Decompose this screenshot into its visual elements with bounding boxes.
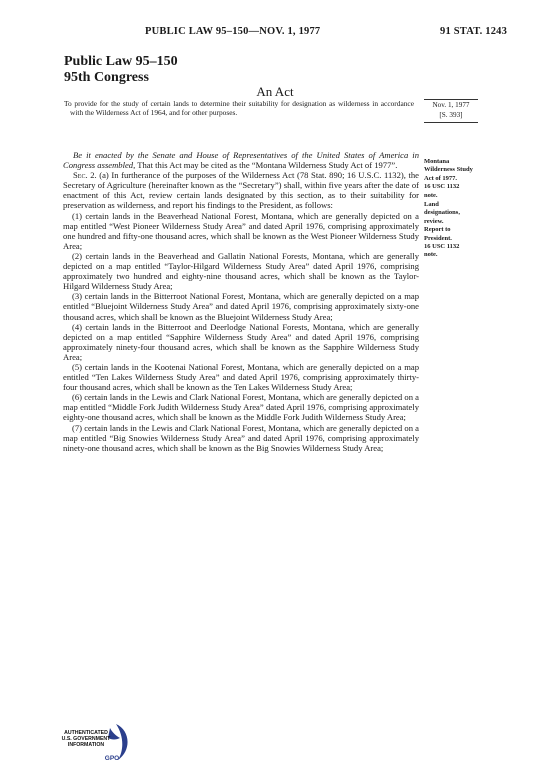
margin-note-line: 16 USC 1132	[424, 183, 460, 191]
margin-note-line: 16 USC 1132	[424, 243, 460, 251]
list-item: (6) certain lands in the Lewis and Clark National Forest, Montana, which are generally depicted on a map entitled “Middle Fork Judith Wilderness Study Area” dated April 1976, comprising approximately eighty-one thousand acres, which shall be known as the Middle Fork Judith Wilderness Study Area;	[63, 392, 419, 423]
seal-text-line: AUTHENTICATED	[64, 730, 108, 736]
margin-note-short-title	[424, 158, 504, 200]
margin-note-line: Montana	[424, 158, 450, 165]
act-body	[63, 150, 419, 453]
congress-number: 95th Congress	[64, 70, 149, 85]
margin-note-line: note.	[424, 191, 438, 199]
bill-number: [S. 393]	[439, 110, 463, 119]
margin-note-line: review.	[424, 217, 444, 225]
statute-page-reference: 91 STAT. 1243	[440, 26, 508, 37]
section-label: Sec. 2.	[73, 170, 97, 181]
enacting-clause	[63, 150, 419, 170]
section-text: (a) In furtherance of the purposes of the Wilderness Act (78 Stat. 890; 16 U.S.C. 1132), the Secretary of Agriculture (hereinafter known as the “Secretary”) shall, within five years after the date of enactment of this Act, review certain lands designated by this section, as to their suitability for preservation as wilderness, and report his findings to the President, as follows:	[63, 170, 419, 211]
enactment-date-box	[424, 99, 478, 123]
list-item: (3) certain lands in the Bitterroot National Forest, Montana, which are generally depicted on a map entitled “Bluejoint Wilderness Study Area” and dated April 1976, comprising approximately sixty-one thousand acres, which shall be known as the Bluejoint Wilderness Study Area;	[63, 291, 419, 322]
section-2	[63, 170, 419, 210]
margin-note-line: Report to	[424, 226, 451, 234]
list-item: (7) certain lands in the Lewis and Clark National Forest, Montana, which are generally depicted on a map entitled “Big Snowies Wilderness Study Area” and dated April 1976, comprising approximately ninety-one thousand acres, which shall be known as the Big Snowies Wilderness Study Area;	[63, 422, 419, 453]
margin-note-line: note.	[424, 251, 438, 259]
running-head: PUBLIC LAW 95–150—NOV. 1, 1977	[145, 26, 321, 37]
margin-note-land-designations	[424, 201, 504, 260]
short-title-text: That this Act may be cited as the “Montana Wilderness Study Act of 1977”.	[135, 160, 398, 171]
margin-note-line: Act of 1977.	[424, 174, 458, 182]
margin-note-line: designations,	[424, 209, 460, 217]
act-title: An Act	[256, 84, 294, 99]
list-item: (5) certain lands in the Kootenai National Forest, Montana, which are generally depicted on a map entitled “Ten Lakes Wilderness Study Area” and dated April 1976, comprising approximately thirty-four thousand acres, which shall be known as the Ten Lakes Wilderness Study Area;	[63, 361, 419, 393]
margin-note-line: President.	[424, 234, 452, 242]
list-item: (1) certain lands in the Beaverhead National Forest, Montana, which are generally depicted on a map entitled “West Pioneer Wilderness Study Area” and dated April 1976, comprising approximately one hundred and fifty-one thousand acres, which shall be known as the West Pioneer Wilderness Study Area;	[63, 210, 419, 251]
act-purpose: To provide for the study of certain lands to determine their suitability for designation as wilderness in accordance with the Wilderness Act of 1964, and for other purposes.	[64, 99, 414, 118]
list-item: (4) certain lands in the Bitterroot and Deerlodge National Forests, Montana, which are generally depicted on a map entitled “Sapphire Wilderness Study Area” and dated April 1976, comprising approximately ninety-four thousand acres, which shall be known as the Sapphire Wilderness Study Area;	[63, 321, 419, 362]
margin-note-line: Wilderness Study	[424, 166, 473, 174]
enactment-date: Nov. 1, 1977	[432, 101, 470, 109]
gpo-authentication-seal-icon	[46, 720, 136, 768]
public-law-number: Public Law 95–150	[64, 54, 178, 69]
enacting-clause-italic: Be it enacted by the Senate and House of Representatives of the United States of America in Congress assembled,	[63, 150, 419, 171]
margin-note-line: Land	[424, 201, 439, 208]
list-item: (2) certain lands in the Beaverhead and Gallatin National Forests, Montana, which are generally depicted on a map entitled “Taylor-Hilgard Wilderness Study Area” dated April 1976, comprising approximately two hundred and eighty-nine thousand acres, which shall be known as the Taylor-Hilgard Wilderness Study Area;	[63, 250, 419, 292]
seal-mark: GPO	[104, 755, 120, 762]
seal-text-line: U.S. GOVERNMENT	[61, 736, 111, 742]
seal-text-line: INFORMATION	[67, 742, 105, 748]
